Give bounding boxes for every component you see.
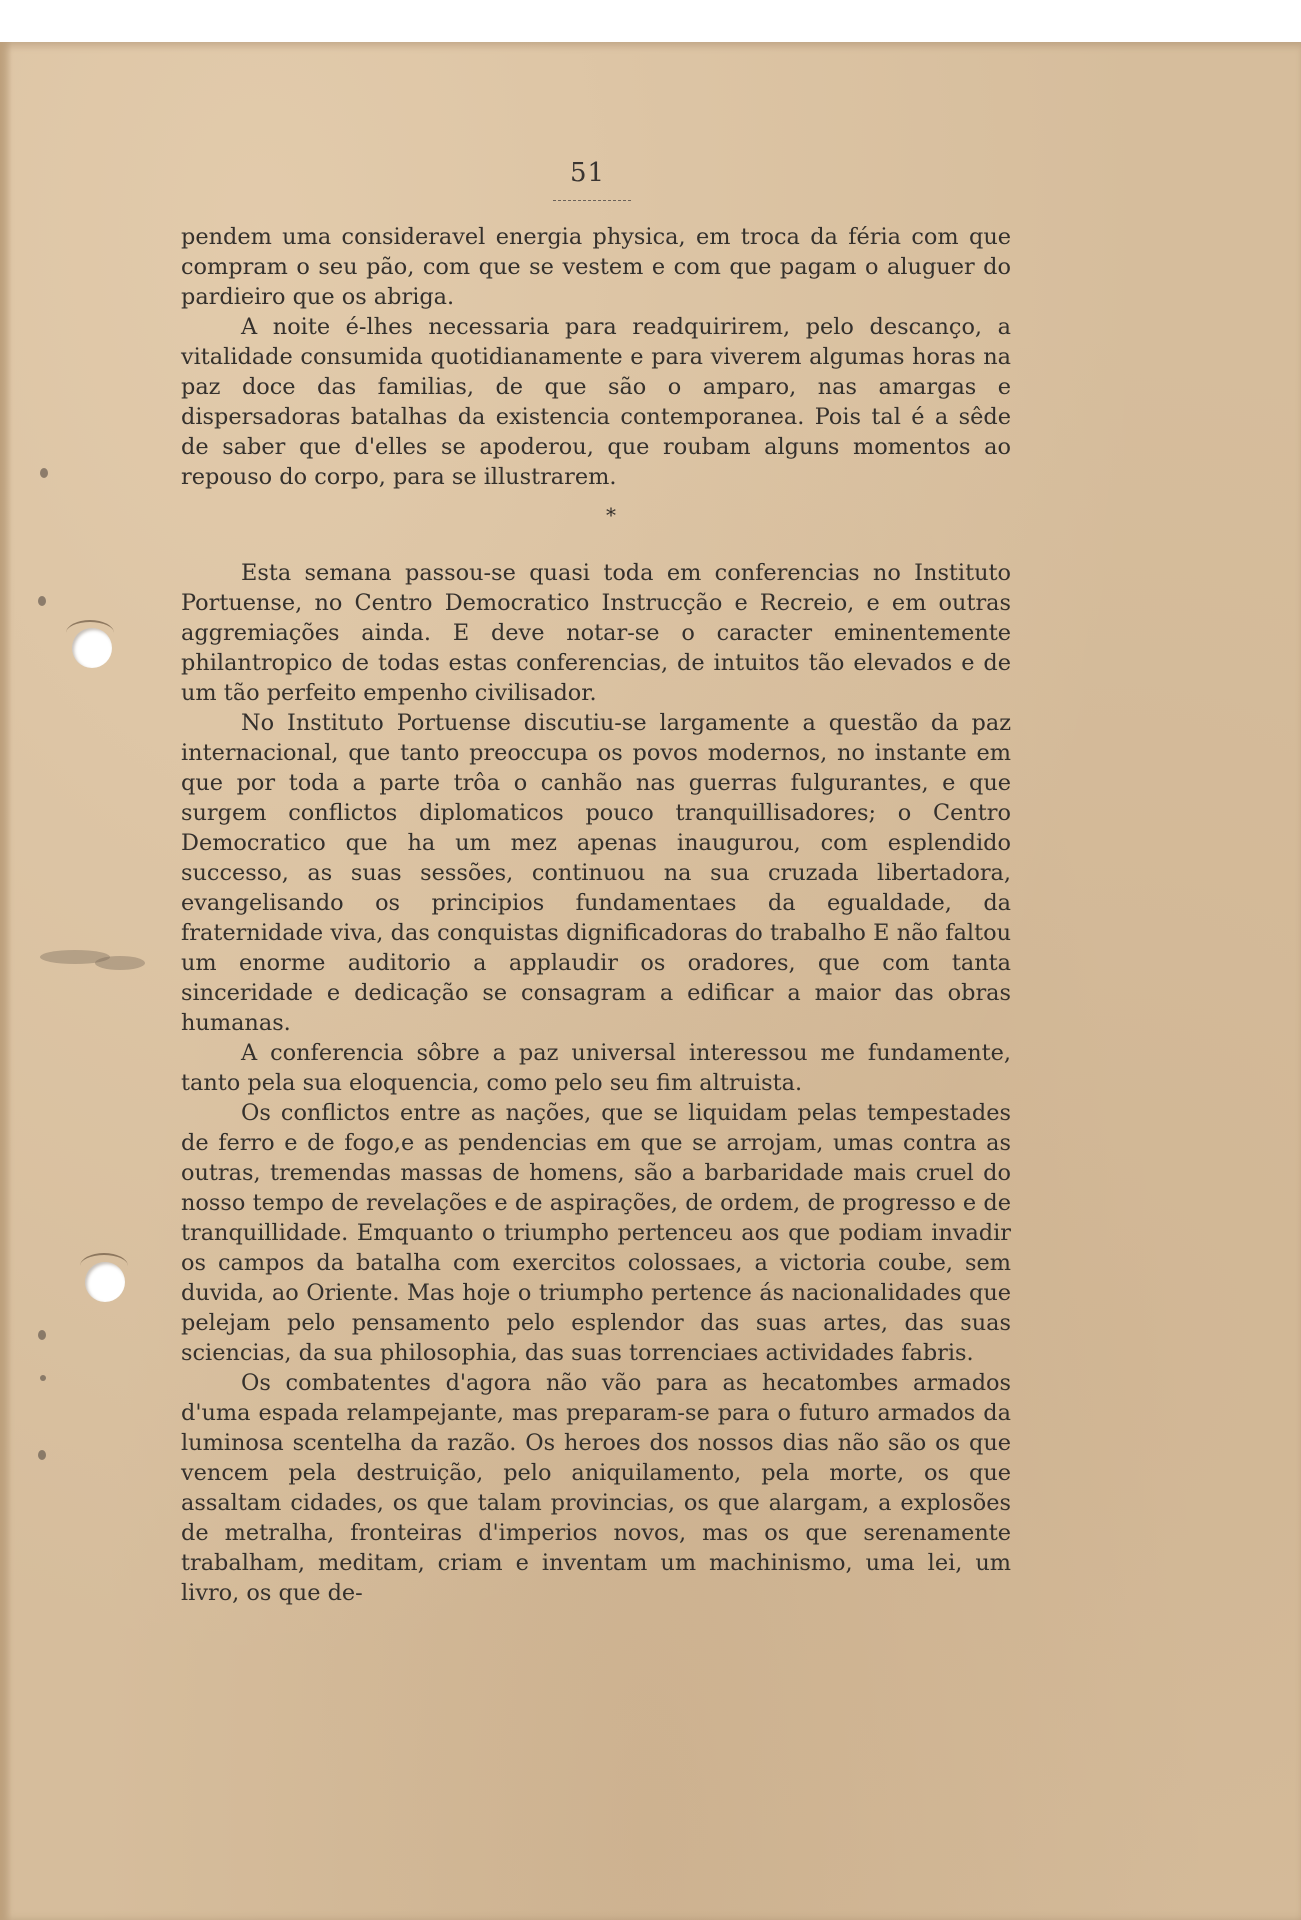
- paragraph: A noite é-lhes necessaria para readquirirem, pelo descanço, a vitalidade consumida quotidianamente e para viverem algumas horas na paz doce das familias, de que são o amparo, nas amargas e dispersadoras batalhas da existencia contemporanea. Pois tal é a sêde de saber que d'elles se apoderou, que roubam alguns momentos ao repouso do corpo, para se illustrarem.: [181, 314, 1011, 490]
- page-binding-edge: [0, 42, 12, 1920]
- punch-hole: [85, 1262, 125, 1302]
- page-number: 51: [570, 158, 606, 188]
- punch-hole: [72, 628, 112, 668]
- paragraph: A conferencia sôbre a paz universal interessou me fundamente, tanto pela sua eloquencia, como pelo seu fim altruista.: [181, 1040, 1011, 1096]
- paragraph: Os conflictos entre as nações, que se liquidam pelas tempestades de ferro e de fogo,e as pendencias em que se arrojam, umas contra as outras, tremendas massas de homens, são a barbaridade mais cruel do nosso tempo de revelações e de aspirações, de ordem, de progresso e de tranquillidade. Emquanto o triumpho pertenceu aos que podiam invadir os campos da batalha com exercitos colossaes, a victoria coube, sem duvida, ao Oriente. Mas hoje o triumpho pertence ás nacionalidades que pelejam pelo pensamento pelo esplendor das suas artes, das suas sciencias, da sua philosophia, das suas torrenciaes actividades fabris.: [181, 1100, 1011, 1366]
- paper-speck: [40, 468, 48, 478]
- paper-stain: [95, 956, 145, 970]
- paper-speck: [38, 596, 46, 606]
- paragraph: No Instituto Portuense discutiu-se largamente a questão da paz internacional, que tanto preoccupa os povos modernos, no instante em que por toda a parte trôa o canhão nas guerras fulgurantes, e que surgem conflictos diplomaticos pouco tranquillisadores; o Centro Democratico que ha um mez apenas inaugurou, com esplendido successo, as suas sessões, continuou na sua cruzada libertadora, evangelisando os principios fundamentaes da egualdade, da fraternidade viva, das conquistas dignificadoras do trabalho E não faltou um enorme auditorio a applaudir os oradores, que com tanta sinceridade e dedicação se consagram a edificar a maior das obras humanas.: [181, 710, 1011, 1036]
- paragraph: Os combatentes d'agora não vão para as hecatombes armados d'uma espada relampejante, mas preparam-se para o futuro armados da luminosa scentelha da razão. Os heroes dos nossos dias não são os que vencem pela destruição, pelo aniquilamento, pela morte, os que assaltam cidades, os que talam provincias, os que alargam, a explosões de metralha, fronteiras d'imperios novos, mas os que serenamente trabalham, meditam, criam e inventam um machinismo, uma lei, um livro, os que de-: [181, 1370, 1011, 1606]
- body-text: [181, 222, 1011, 1608]
- paper-speck: [38, 1450, 46, 1460]
- paper-speck: [40, 1375, 46, 1381]
- paragraph: pendem uma consideravel energia physica, em troca da féria com que compram o seu pão, com que se vestem e com que pagam o aluguer do pardieiro que os abriga.: [181, 224, 1011, 310]
- page-number-rule: [553, 200, 631, 201]
- section-separator: *: [606, 503, 616, 527]
- paper-speck: [38, 1330, 46, 1340]
- paragraph: Esta semana passou-se quasi toda em conferencias no Instituto Portuense, no Centro Democratico Instrucção e Recreio, e em outras aggremiações ainda. E deve notar-se o caracter eminentemente philantropico de todas estas conferencias, de intuitos tão elevados e de um tão perfeito empenho civilisador.: [181, 560, 1011, 706]
